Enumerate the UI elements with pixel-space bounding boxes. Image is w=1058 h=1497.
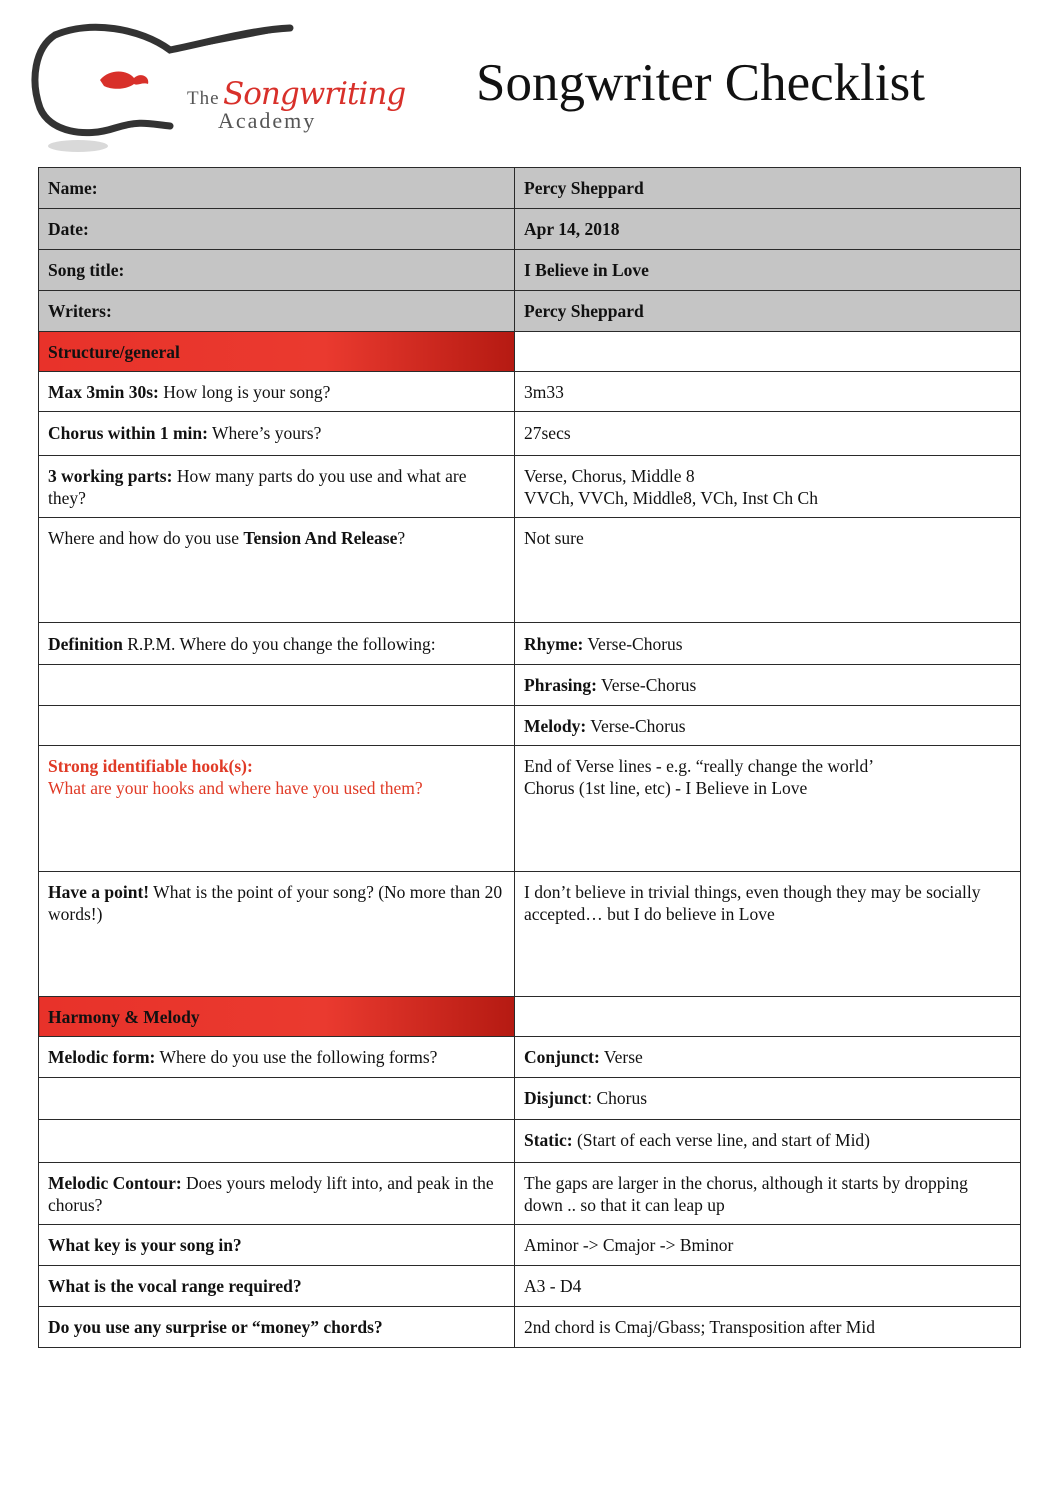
empty-cell (39, 706, 515, 746)
answer-static: Static: (Start of each verse line, and start of Mid) (515, 1120, 1021, 1163)
answer-tension: Not sure (515, 518, 1021, 623)
answer-contour: The gaps are larger in the chorus, although it starts by dropping down .. so that it can leap up (515, 1163, 1021, 1225)
logo-songwriting-text: Songwriting (223, 76, 406, 112)
checklist-table (38, 167, 1021, 1348)
table-row-range (39, 1266, 1021, 1307)
answer-key: Aminor -> Cmajor -> Bminor (515, 1225, 1021, 1266)
writers-value: Percy Sheppard (515, 291, 1021, 332)
answer-range: A3 - D4 (515, 1266, 1021, 1307)
question-parts: 3 working parts: How many parts do you use and what are they? (39, 456, 515, 518)
answer-hooks: End of Verse lines - e.g. “really change the world’ Chorus (1st line, etc) - I Believe in Love (515, 746, 1021, 872)
answer-phrasing: Phrasing: Verse-Chorus (515, 665, 1021, 706)
section-row-harmony (39, 997, 1021, 1037)
name-value: Percy Sheppard (515, 168, 1021, 209)
answer-conjunct: Conjunct: Verse (515, 1037, 1021, 1078)
table-row-static (39, 1120, 1021, 1163)
academy-logo (30, 20, 406, 155)
question-contour: Melodic Contour: Does yours melody lift into, and peak in the chorus? (39, 1163, 515, 1225)
answer-rhyme: Rhyme: Verse-Chorus (515, 623, 1021, 665)
table-row-writers (39, 291, 1021, 332)
table-row-max-length (39, 372, 1021, 412)
table-row-name (39, 168, 1021, 209)
table-row-disjunct (39, 1078, 1021, 1120)
table-row-phrasing (39, 665, 1021, 706)
table-row-point (39, 872, 1021, 997)
section-header-harmony: Harmony & Melody (39, 997, 515, 1037)
question-chorus: Chorus within 1 min: Where’s yours? (39, 412, 515, 456)
logo-academy-text: Academy (218, 108, 317, 133)
logo-the-text: The (187, 88, 220, 109)
answer-max-length: 3m33 (515, 372, 1021, 412)
answer-surprise: 2nd chord is Cmaj/Gbass; Transposition after Mid (515, 1307, 1021, 1348)
table-row-tension (39, 518, 1021, 623)
question-melodic-form: Melodic form: Where do you use the following forms? (39, 1037, 515, 1078)
date-label: Date: (39, 209, 515, 250)
song-title-label: Song title: (39, 250, 515, 291)
table-row-chorus (39, 412, 1021, 456)
empty-cell (515, 997, 1021, 1037)
answer-melody: Melody: Verse-Chorus (515, 706, 1021, 746)
table-row-surprise (39, 1307, 1021, 1348)
table-row-song-title (39, 250, 1021, 291)
page-title: Songwriter Checklist (476, 54, 925, 112)
question-max-length: Max 3min 30s: How long is your song? (39, 372, 515, 412)
table-row-melodic-form (39, 1037, 1021, 1078)
question-hooks: Strong identifiable hook(s): What are your hooks and where have you used them? (39, 746, 515, 872)
table-row-hooks (39, 746, 1021, 872)
question-surprise: Do you use any surprise or “money” chords? (39, 1307, 515, 1348)
empty-cell (39, 665, 515, 706)
table-row-contour (39, 1163, 1021, 1225)
question-key: What key is your song in? (39, 1225, 515, 1266)
writers-label: Writers: (39, 291, 515, 332)
table-row-parts (39, 456, 1021, 518)
section-header-structure: Structure/general (39, 332, 515, 372)
answer-disjunct: Disjunct: Chorus (515, 1078, 1021, 1120)
answer-parts: Verse, Chorus, Middle 8 VVCh, VVCh, Middle8, VCh, Inst Ch Ch (515, 456, 1021, 518)
question-tension: Where and how do you use Tension And Release? (39, 518, 515, 623)
section-row-structure (39, 332, 1021, 372)
date-value: Apr 14, 2018 (515, 209, 1021, 250)
answer-point: I don’t believe in trivial things, even though they may be socially accepted… but I do believe in Love (515, 872, 1021, 997)
table-row-date (39, 209, 1021, 250)
answer-chorus: 27secs (515, 412, 1021, 456)
question-point: Have a point! What is the point of your song? (No more than 20 words!) (39, 872, 515, 997)
question-definition: Definition R.P.M. Where do you change the following: (39, 623, 515, 665)
song-title-value: I Believe in Love (515, 250, 1021, 291)
table-row-definition (39, 623, 1021, 665)
empty-cell (515, 332, 1021, 372)
name-label: Name: (39, 168, 515, 209)
table-row-key (39, 1225, 1021, 1266)
table-row-melody (39, 706, 1021, 746)
question-range: What is the vocal range required? (39, 1266, 515, 1307)
empty-cell (39, 1120, 515, 1163)
empty-cell (39, 1078, 515, 1120)
